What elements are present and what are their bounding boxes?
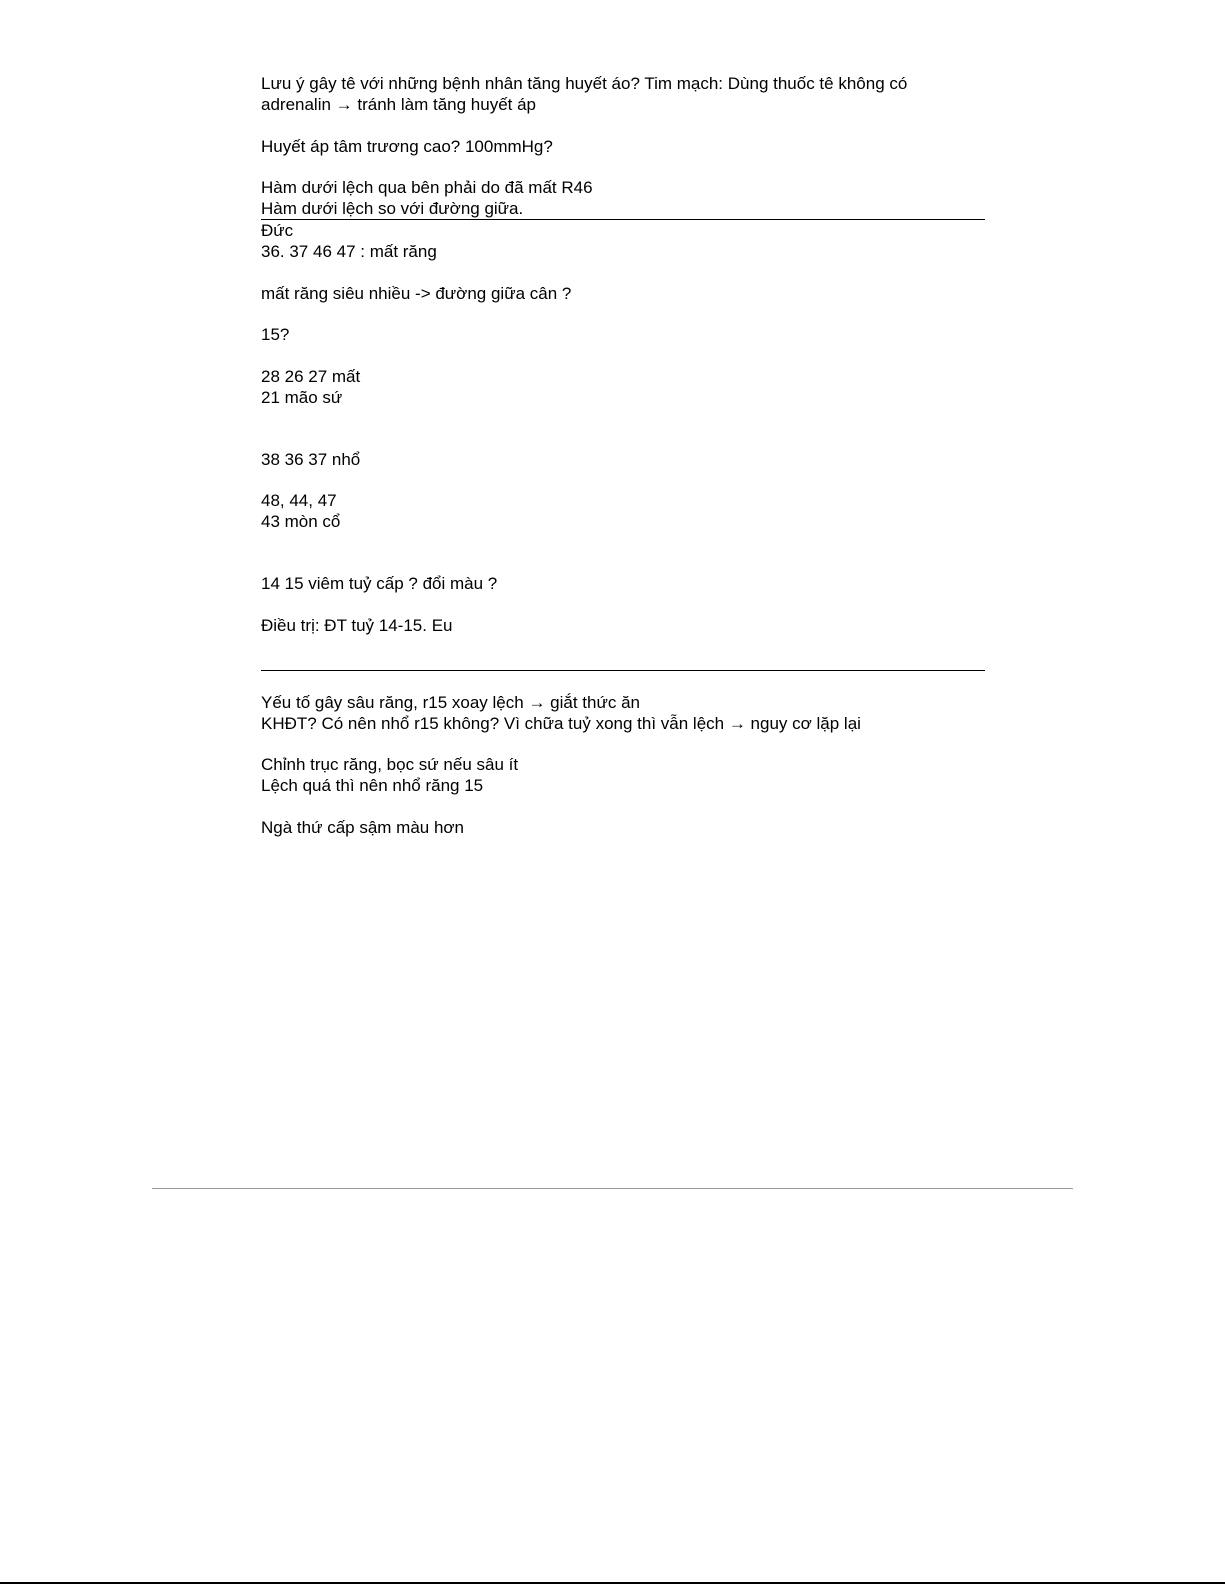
note-line: Huyết áp tâm trương cao? 100mmHg? — [261, 136, 553, 156]
note-line: adrenalin → tránh làm tăng huyết áp — [261, 95, 537, 114]
note-line: 38 36 37 nhổ — [261, 449, 361, 469]
note-line: Chỉnh trục răng, bọc sứ nếu sâu ít — [261, 755, 519, 774]
footer-divider — [152, 1188, 1073, 1189]
notes-body — [261, 73, 986, 838]
note-line: Lệch quá thì nên nhổ răng 15 — [261, 776, 484, 795]
note-line: Lưu ý gây tê với những bệnh nhân tăng huyết áo? Tim mạch: Dùng thuốc tê không có — [261, 74, 908, 93]
note-line: 28 26 27 mất — [261, 366, 361, 386]
note-line: Hàm dưới lệch so với đường giữa. — [261, 199, 524, 218]
note-line: 48, 44, 47 — [261, 491, 337, 510]
note-line: 36. 37 46 47 : mất răng — [261, 242, 437, 261]
note-line: Điều trị: ĐT tuỷ 14-15. Eu — [261, 615, 453, 635]
note-line: 21 mão sứ — [261, 387, 343, 407]
note-line: mất răng siêu nhiều -> đường giữa cân ? — [261, 283, 572, 303]
note-line: Đức — [261, 221, 294, 240]
page-bottom-border — [0, 1582, 1225, 1584]
note-line: KHĐT? Có nên nhổ r15 không? Vì chữa tuỷ xong thì vẫn lệch → nguy cơ lặp lại — [261, 713, 861, 733]
note-line: 43 mòn cổ — [261, 512, 341, 531]
note-line: Ngà thứ cấp sậm màu hơn — [261, 817, 465, 837]
note-line: Yếu tố gây sâu răng, r15 xoay lệch → giắt thức ăn — [261, 692, 640, 712]
note-line: Hàm dưới lệch qua bên phải do đã mất R46 — [261, 178, 593, 197]
note-line: 15? — [261, 325, 290, 344]
note-line: 14 15 viêm tuỷ cấp ? đổi màu ? — [261, 574, 498, 593]
